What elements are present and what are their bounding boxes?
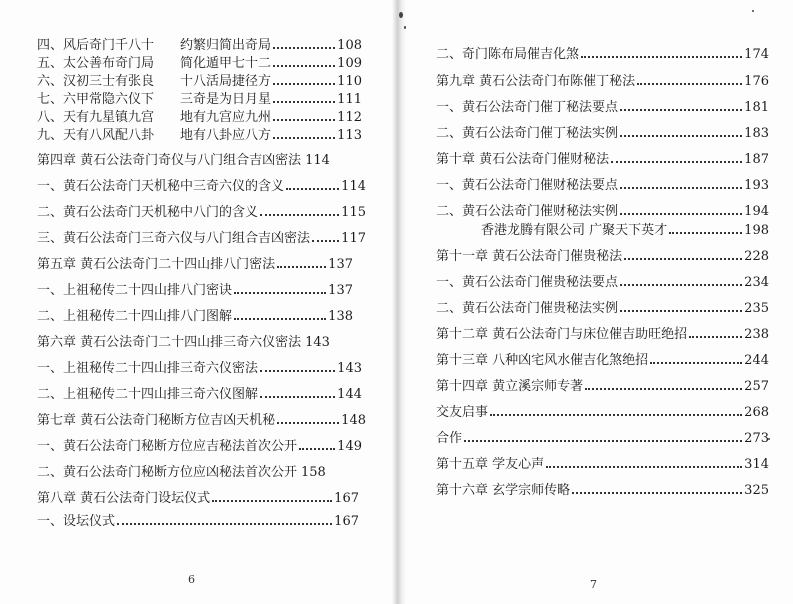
toc-entry — [436, 47, 769, 63]
dot-leader — [620, 213, 742, 215]
toc-entry-label: 第六章 黄石公法奇门二十四山排三奇六仪密法 — [37, 335, 302, 350]
toc-entry-label: 六、汉初三士有张良 — [37, 74, 155, 89]
toc-entry — [436, 204, 769, 220]
toc-entry — [37, 514, 359, 530]
toc-entry-page: 115 — [341, 205, 366, 220]
toc-entry-page: 111 — [337, 92, 362, 107]
toc-chapter-heading — [37, 491, 359, 507]
dot-leader — [273, 101, 335, 103]
dot-leader — [273, 137, 335, 139]
toc-entry-label: 合作 — [436, 431, 463, 446]
toc-entry — [37, 56, 362, 72]
toc-entry — [37, 387, 362, 403]
toc-entry-label: 一、黄石公法奇门催贵秘法要点 — [436, 275, 619, 290]
toc-entry-page: 117 — [341, 231, 366, 246]
toc-chapter-heading — [37, 257, 353, 273]
toc-entry-page: 181 — [744, 100, 769, 115]
toc-entry-label: 二、黄石公法奇门催贵秘法实例 — [436, 301, 619, 316]
right-page — [398, 0, 793, 604]
toc-chapter-heading — [37, 413, 366, 429]
toc-entry-label: 一、上祖秘传二十四山排三奇六仪密法 — [37, 361, 259, 376]
toc-entry-page: 113 — [337, 128, 362, 143]
toc-entry-label: 三、黄石公法奇门三奇六仪与八门组合吉凶密法 — [37, 231, 311, 246]
toc-entry-label: 约繁归简出奇局 — [180, 38, 272, 53]
dot-leader — [234, 318, 326, 320]
toc-entry — [37, 128, 362, 144]
toc-entry-page: 144 — [337, 387, 362, 402]
dot-leader — [260, 370, 335, 372]
toc-entry-page: 238 — [744, 327, 769, 342]
dot-leader — [273, 65, 335, 67]
toc-entry-page: 158 — [301, 465, 326, 480]
dot-leader — [260, 396, 335, 398]
dot-leader — [581, 56, 742, 58]
toc-entry-page: 143 — [305, 335, 330, 350]
toc-entry-label: 第五章 黄石公法奇门二十四山排八门密法 — [37, 257, 276, 272]
dot-leader — [273, 83, 335, 85]
toc-entry-label: 一、黄石公法奇门催丁秘法要点 — [436, 100, 619, 115]
toc-entry-page: 167 — [334, 491, 359, 506]
toc-entry-label: 第十四章 黄立溪宗师专著 — [436, 379, 584, 394]
toc-entry-label: 一、黄石公法奇门催财秘法要点 — [436, 178, 619, 193]
dot-leader — [689, 336, 742, 338]
dot-leader — [312, 240, 339, 242]
toc-entry-page: 114 — [305, 153, 330, 168]
toc-entry-label: 七、六甲常隐六仪下 — [37, 92, 155, 107]
toc-entry-label: 第十一章 黄石公法奇门催贵秘法 — [436, 249, 623, 264]
toc-entry-page: 234 — [744, 275, 769, 290]
dot-leader — [464, 440, 742, 442]
dot-leader — [212, 500, 332, 502]
toc-entry — [37, 110, 362, 126]
toc-entry-label: 一、上祖秘传二十四山排八门密诀 — [37, 283, 233, 298]
toc-entry-label: 第四章 黄石公法奇门奇仪与八门组合吉凶密法 — [37, 153, 302, 168]
toc-entry-label: 第九章 黄石公法奇门布陈催丁秘法 — [436, 74, 636, 89]
toc-entry-page: 268 — [744, 405, 769, 420]
dot-leader — [650, 362, 742, 364]
toc-entry — [37, 179, 366, 195]
toc-entry-page: 108 — [337, 38, 362, 53]
toc-entry-page: 174 — [744, 47, 769, 62]
dot-leader — [620, 109, 742, 111]
toc-entry-page: 228 — [744, 249, 769, 264]
toc-entry — [37, 309, 353, 325]
toc-entry — [481, 223, 769, 239]
toc-entry — [37, 439, 362, 455]
dot-leader — [620, 135, 742, 137]
toc-entry-label: 简化遁甲七十二 — [180, 56, 272, 71]
toc-entry — [37, 205, 366, 221]
dot-leader — [620, 284, 742, 286]
toc-entry-label: 一、设坛仪式 — [37, 514, 116, 529]
toc-entry-page: 183 — [744, 126, 769, 141]
dot-leader — [546, 466, 742, 468]
toc-entry — [37, 38, 362, 54]
dot-leader — [637, 83, 742, 85]
dot-leader — [234, 292, 326, 294]
toc-entry-label: 香港龙腾有限公司 广聚天下英才 — [481, 223, 668, 238]
toc-entry — [37, 283, 353, 299]
toc-chapter-heading — [436, 327, 769, 343]
toc-entry-page: 109 — [337, 56, 362, 71]
toc-entry-label: 二、黄石公法奇门天机秘中八门的含义 — [37, 205, 259, 220]
toc-entry — [436, 178, 769, 194]
toc-entry — [436, 431, 769, 447]
toc-entry-label: 九、天有八风配八卦 — [37, 128, 155, 143]
toc-entry — [436, 275, 769, 291]
toc-entry — [436, 126, 769, 142]
toc-chapter-heading — [436, 457, 769, 473]
toc-entry-page: 194 — [744, 204, 769, 219]
toc-chapter-heading — [436, 379, 769, 395]
toc-chapter-heading — [436, 353, 769, 369]
toc-chapter-heading — [37, 335, 361, 351]
toc-entry-label: 第十章 黄石公法奇门催财秘法 — [436, 152, 610, 167]
dot-leader — [273, 47, 335, 49]
toc-entry-label: 十八活局捷径方 — [180, 74, 272, 89]
toc-chapter-heading — [37, 153, 367, 169]
dot-leader — [117, 523, 332, 525]
toc-entry-label: 二、黄石公法奇门催财秘法实例 — [436, 204, 619, 219]
toc-entry-label: 二、上祖秘传二十四山排八门图解 — [37, 309, 233, 324]
page-number: 6 — [188, 573, 195, 586]
toc-entry — [37, 361, 362, 377]
toc-entry-page: 167 — [334, 514, 359, 529]
toc-entry-page: 138 — [328, 309, 353, 324]
toc-entry-label: 地有八卦应八方 — [180, 128, 272, 143]
toc-entry-label: 二、上祖秘传二十四山排三奇六仪图解 — [37, 387, 259, 402]
toc-entry-page: 148 — [341, 413, 366, 428]
toc-entry-page: 314 — [744, 457, 769, 472]
dot-leader — [277, 266, 326, 268]
toc-entry-label: 地有九宫应九州 — [180, 110, 272, 125]
toc-chapter-heading — [436, 483, 769, 499]
toc-entry-label: 二、奇门陈布局催吉化煞 — [436, 47, 580, 62]
toc-chapter-heading — [436, 74, 769, 90]
toc-entry — [37, 92, 362, 108]
toc-entry-label: 五、太公善布奇门局 — [37, 56, 155, 71]
toc-entry — [37, 231, 366, 247]
toc-entry-page: 143 — [337, 361, 362, 376]
toc-entry-label: 四、风后奇门千八十 — [37, 38, 155, 53]
toc-entry-label: 二、黄石公法奇门催丁秘法实例 — [436, 126, 619, 141]
toc-entry-label: 一、黄石公法奇门天机秘中三奇六仪的含义 — [37, 179, 285, 194]
toc-entry — [436, 100, 769, 116]
toc-entry-page: 112 — [337, 110, 362, 125]
toc-entry-label: 交友启事 — [436, 405, 489, 420]
dot-leader — [273, 119, 335, 121]
toc-entry — [436, 405, 769, 421]
toc-entry-label: 第十三章 八种凶宅风水催吉化煞绝招 — [436, 353, 649, 368]
dot-leader — [624, 258, 742, 260]
dot-leader — [572, 492, 742, 494]
toc-entry-page: 137 — [328, 257, 353, 272]
dot-leader — [286, 188, 339, 190]
toc-chapter-heading — [436, 152, 769, 168]
toc-entry-label: 一、黄石公法奇门秘断方位应吉秘法首次公开 — [37, 439, 298, 454]
dot-leader — [611, 161, 742, 163]
toc-entry-page: 114 — [341, 179, 366, 194]
toc-entry-page: 110 — [337, 74, 362, 89]
dot-leader — [260, 214, 339, 216]
toc-entry-label: 第七章 黄石公法奇门秘断方位吉凶天机秘 — [37, 413, 276, 428]
toc-entry-page: 176 — [744, 74, 769, 89]
toc-entry-label: 第八章 黄石公法奇门设坛仪式 — [37, 491, 211, 506]
page-number: 7 — [590, 578, 597, 591]
toc-entry-page: 273 — [744, 431, 769, 446]
toc-entry-label: 第十六章 玄学宗师传略 — [436, 483, 571, 498]
toc-chapter-heading — [436, 249, 769, 265]
dot-leader — [669, 232, 742, 234]
toc-entry-label: 八、天有九星镇九宫 — [37, 110, 155, 125]
toc-entry — [37, 465, 363, 481]
toc-entry — [436, 301, 769, 317]
dot-leader — [620, 310, 742, 312]
toc-entry-page: 149 — [337, 439, 362, 454]
dot-leader — [585, 388, 742, 390]
toc-entry-label: 第十二章 黄石公法奇门与床位催吉助旺绝招 — [436, 327, 688, 342]
toc-entry-page: 137 — [328, 283, 353, 298]
toc-entry-page: 325 — [744, 483, 769, 498]
toc-entry-label: 二、黄石公法奇门秘断方位应凶秘法首次公开 — [37, 465, 298, 480]
dot-leader — [620, 187, 742, 189]
toc-entry-page: 193 — [744, 178, 769, 193]
toc-entry-page: 187 — [744, 152, 769, 167]
toc-entry-page: 257 — [744, 379, 769, 394]
toc-entry-page: 244 — [744, 353, 769, 368]
toc-entry-page: 198 — [744, 223, 769, 238]
toc-entry-label: 三奇是为日月星 — [180, 92, 272, 107]
toc-entry-page: 235 — [744, 301, 769, 316]
dot-leader — [299, 448, 335, 450]
toc-entry-label: 第十五章 学友心声 — [436, 457, 545, 472]
dot-leader — [490, 414, 742, 416]
dot-leader — [277, 422, 339, 424]
toc-entry — [37, 74, 362, 90]
